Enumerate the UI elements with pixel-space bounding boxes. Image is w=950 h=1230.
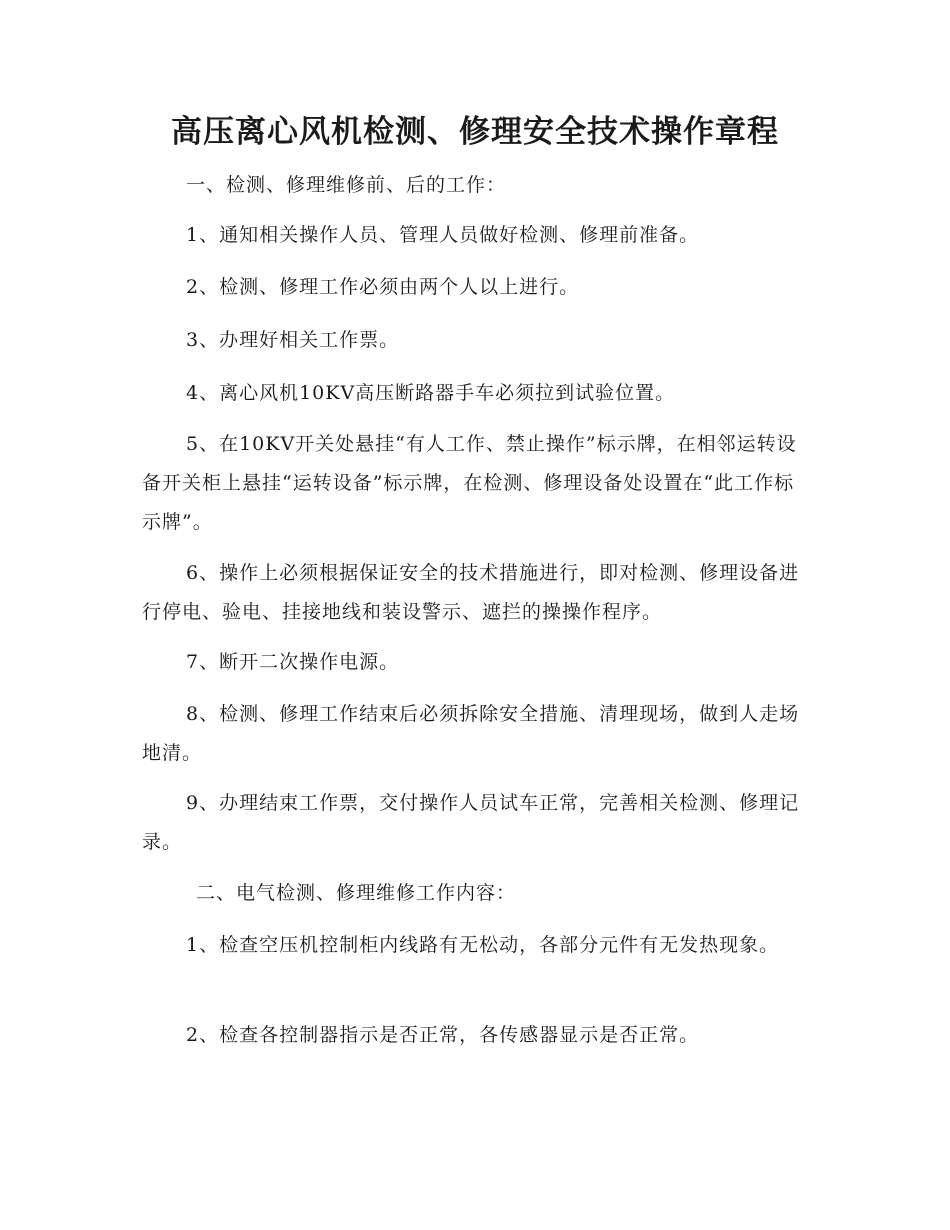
paragraph-item-1-8: 8、检测、修理工作结束后必须拆除安全措施、清理现场，做到人走场地清。 [142,703,800,764]
section-heading-1: 一、检测、修理维修前、后的工作： [186,174,507,196]
paragraph-item-1-9: 9、办理结束工作票，交付操作人员试车正常，完善相关检测、修理记录。 [142,792,800,853]
paragraph-item-1-6: 6、操作上必须根据保证安全的技术措施进行，即对检测、修理设备进行停电、验电、挂接地线和装设警示、遮拦的操操作程序。 [142,562,800,623]
paragraph-item-2-1: 1、检查空压机控制柜内线路有无松动，各部分元件有无发热现象。 [186,934,780,956]
section-heading-2: 二、电气检测、修理维修工作内容： [196,882,517,904]
paragraph-item-1-1: 1、通知相关操作人员、管理人员做好检测、修理前准备。 [186,224,700,246]
paragraph-item-1-7: 7、断开二次操作电源。 [186,651,400,673]
document-title: 高压离心风机检测、修理安全技术操作章程 [171,114,779,150]
paragraph-item-1-5: 5、在10KV开关处悬挂“有人工作、禁止操作”标示牌，在相邻运转设备开关柜上悬挂“运转设备”标示牌，在检测、修理设备处设置在“此工作标示牌”。 [142,433,797,533]
paragraph-item-2-2: 2、检查各控制器指示是否正常，各传感器显示是否正常。 [186,1024,700,1046]
paragraph-item-1-4: 4、离心风机10KV高压断路器手车必须拉到试验位置。 [186,382,676,404]
paragraph-item-1-2: 2、检测、修理工作必须由两个人以上进行。 [186,276,580,298]
paragraph-item-1-3: 3、办理好相关工作票。 [186,329,400,351]
